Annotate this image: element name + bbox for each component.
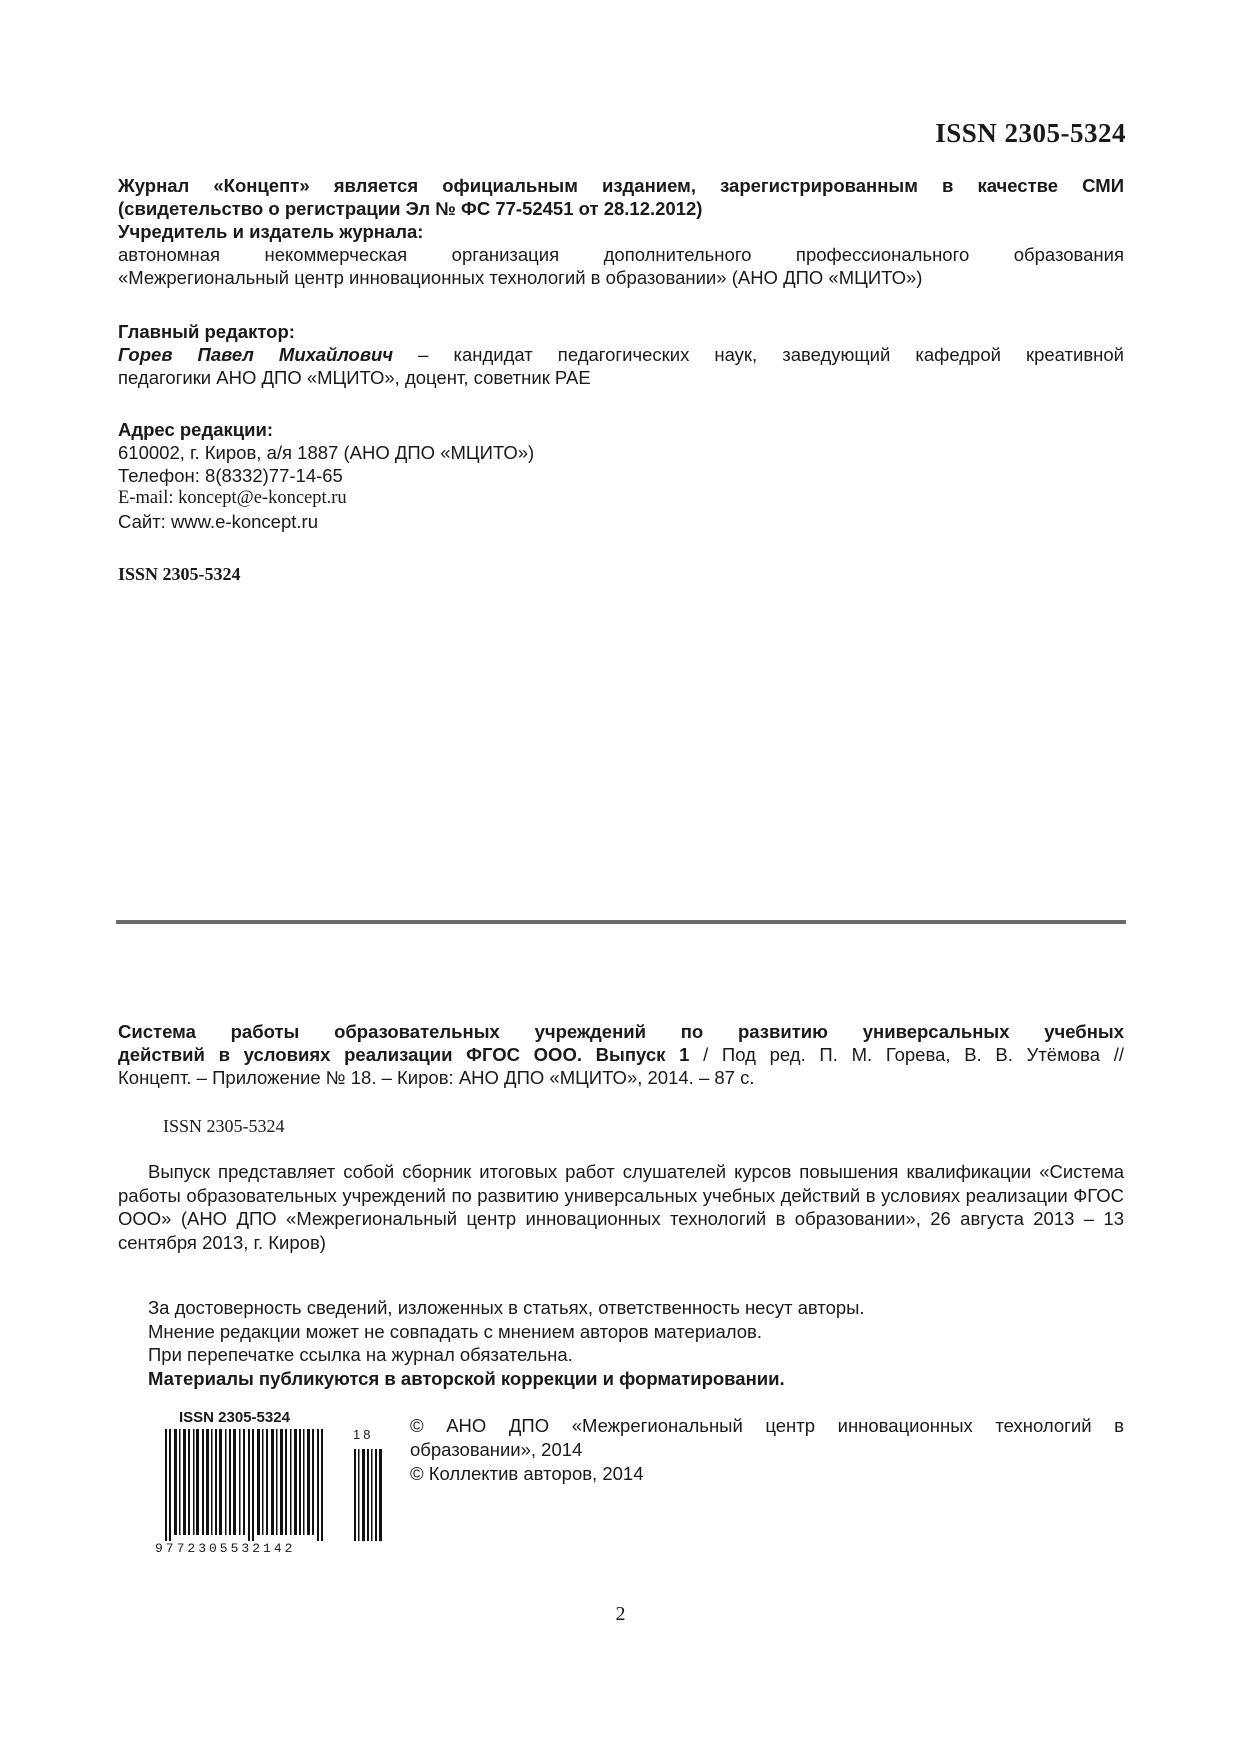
registration-certificate: (свидетельство о регистрации Эл № ФС 77-52451 от 28.12.2012) <box>118 198 703 219</box>
citation-block <box>118 1020 1124 1089</box>
copyright-authors: © Коллектив авторов, 2014 <box>410 1463 644 1484</box>
address-phone: Телефон: 8(8332)77-14-65 <box>118 465 343 486</box>
copyright-org: © АНО ДПО «Межрегиональный центр инновационных технологий в образовании», 2014 <box>410 1415 1124 1460</box>
citation-publication: Концепт. – Приложение № 18. – Киров: АНО ДПО «МЦИТО», 2014. – 87 с. <box>118 1067 755 1088</box>
citation-title: Система работы образовательных учреждений по развитию универсальных учебных <box>118 1021 1124 1042</box>
founder-line: «Межрегиональный центр инновационных технологий в образовании» (АНО ДПО «МЦИТО») <box>118 267 923 288</box>
divider <box>116 920 1126 924</box>
address-postal: 610002, г. Киров, а/я 1887 (АНО ДПО «МЦИТО») <box>118 442 535 463</box>
address-label: Адрес редакции: <box>118 419 274 440</box>
registration-line: Журнал «Концепт» является официальным изданием, зарегистрированным в качестве СМИ <box>118 175 1124 196</box>
founder-label: Учредитель и издатель журнала: <box>118 221 424 242</box>
note-line: За достоверность сведений, изложенных в статьях, ответственность несут авторы. <box>148 1297 865 1318</box>
barcode-addon: 18 <box>353 1427 374 1442</box>
note-line-bold: Материалы публикуются в авторской коррекции и форматировании. <box>148 1367 785 1389</box>
note-line: При перепечатке ссылка на журнал обязательна. <box>148 1344 573 1365</box>
barcode-bars <box>155 1425 385 1560</box>
editor-label: Главный редактор: <box>118 321 295 342</box>
notes-block <box>148 1296 865 1390</box>
citation-line <box>118 1043 1124 1066</box>
editor-desc: – кандидат педагогических наук, заведующий кафедрой креативной <box>393 344 1125 365</box>
address-email: E-mail: koncept@e-koncept.ru <box>118 488 347 508</box>
page-number: 2 <box>615 1603 626 1625</box>
issn-small: ISSN 2305-5324 <box>163 1116 285 1136</box>
address-site: Сайт: www.e-koncept.ru <box>118 511 318 532</box>
citation-editors: / Под ред. П. М. Горева, В. В. Утёмова // <box>689 1044 1124 1065</box>
header-issn: ISSN 2305-5324 <box>935 118 1126 148</box>
founder-line: автономная некоммерческая организация дополнительного профессионального образования <box>118 244 1124 265</box>
editor-name: Горев Павел Михайлович <box>118 344 394 365</box>
summary-paragraph: Выпуск представляет собой сборник итоговых работ слушателей курсов повышения квалификации «Система работы образовательных учреждений по развитию универсальных учебных действий в условиях реализации ФГОС ООО» (АНО ДПО «Межрегиональный центр инновационных технологий в образовании», 26 августа 2013 – 13 сентября 2013, г. Киров) <box>118 1161 1124 1253</box>
barcode-digits: 9772305532142 <box>155 1541 296 1556</box>
editor-desc-cont: педагогики АНО ДПО «МЦИТО», доцент, советник РАЕ <box>118 367 591 388</box>
barcode <box>155 1409 385 1559</box>
editor-block <box>118 320 1124 389</box>
barcode-label: ISSN 2305-5324 <box>179 1409 290 1426</box>
citation-title-cont: действий в условиях реализации ФГОС ООО. Выпуск 1 <box>118 1044 690 1065</box>
registration-block <box>118 174 1124 289</box>
issn-mid: ISSN 2305-5324 <box>118 564 241 584</box>
note-line: Мнение редакции может не совпадать с мнением авторов материалов. <box>148 1320 763 1342</box>
editor-line <box>118 343 1124 366</box>
copyright-block <box>410 1414 1124 1486</box>
address-block <box>118 418 1124 533</box>
